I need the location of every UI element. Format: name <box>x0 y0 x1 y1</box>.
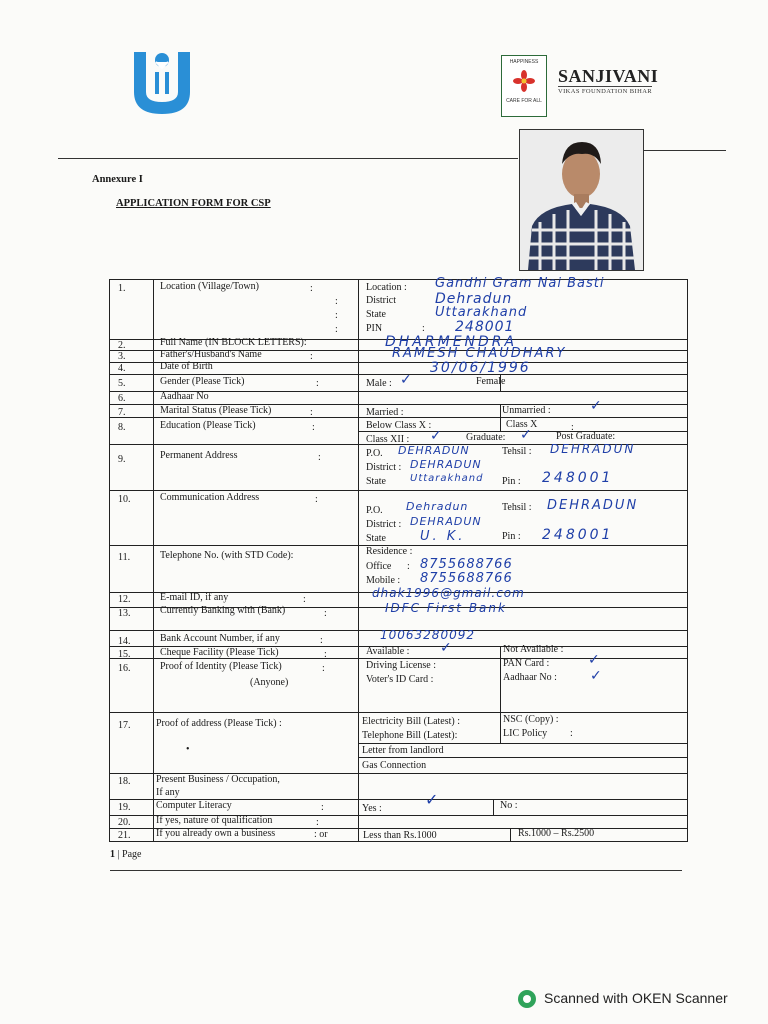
label-email: E-mail ID, if any <box>160 592 229 603</box>
label-own-business: If you already own a business <box>156 828 276 839</box>
label-gender: Gender (Please Tick) <box>160 376 245 387</box>
page-footer <box>110 849 141 860</box>
label-cheque: Cheque Facility (Please Tick) <box>160 647 279 658</box>
hw-full-name: DHARMENDRA <box>385 334 518 350</box>
tick-available-icon: ✓ <box>440 640 452 656</box>
hw-email: dhak1996@gmail.com <box>372 586 525 600</box>
applicant-photo <box>519 129 644 271</box>
label-qualification: If yes, nature of qualification <box>156 815 273 826</box>
hw-account: 10063280092 <box>380 628 475 642</box>
hw-pin-comm: 248001 <box>542 527 614 543</box>
brand-name: SANJIVANI <box>558 66 659 86</box>
hw-location: Gandhi Gram Nai Basti <box>435 276 605 291</box>
label-telephone: Telephone No. (with STD Code): <box>160 550 294 561</box>
label-full-name: Full Name (IN BLOCK LETTERS): <box>160 337 307 348</box>
footer-rule <box>110 870 682 871</box>
hw-dob: 30/06/1996 <box>430 360 531 376</box>
scanner-logo-icon <box>518 990 536 1008</box>
hw-pin: 248001 <box>455 319 515 335</box>
label-dob: Date of Birth <box>160 361 213 372</box>
label-banking: Currently Banking with (Bank) <box>160 605 286 616</box>
tick-yes-icon: ✓ <box>425 790 439 809</box>
hw-tehsil-comm: DEHRADUN <box>547 498 639 513</box>
header-rule-right <box>642 150 726 151</box>
hw-tehsil-perm: DEHRADUN <box>550 442 636 456</box>
badge-bottom-text: CARE FOR ALL <box>506 98 542 104</box>
hw-bank: IDFC First Bank <box>385 601 507 615</box>
hw-state-perm: Uttarakhand <box>410 473 484 484</box>
brand-subtitle: VIKAS FOUNDATION BIHAR <box>558 88 653 95</box>
application-form-table: 1. Location (Village/Town) : : : : 2. Full Name (IN BLOCK LETTERS): 3. Father's/Husband's Name : 4. Date of Birth 5. Gender (Please Tick) : 6. Aadhaar No 7. Marital Status (Please Tick) : 8. Education (Please Tick) : 9. Permanent Address : 10. Communication Address : 11. Telephone No. (with STD Code): 12. E-mail ID, if any : 13. Currently Banking with (Bank) : 14. Bank Account Number, if any : 15. Cheque Facility (Please Tick) : 16. Proof of Identity (Please Tick) : (Anyone) 17. Proof of address (Please Tick) : • 18. Present Business / Occupation, If any 19. Computer Literacy : 20. If yes, nature of qualification : 21. If you already own a business : or Location : District State PIN : Male : Female Married : Unmarried : Below Class X : Class X : Class XII : Graduate: Post Graduate: P.O. Tehsil : District : State Pin : P.O. Tehsil : District : State Pin : Residence : Office : Mobile : Available : Not Available : Driving License : PAN Card : Voter's ID Card : Aadhaar No : Electricity Bill (Latest) : NSC (Copy) : Telephone Bill (Latest): LIC Policy : Letter from landlord Gas Connection Yes : No : Less than Rs.1000 Rs.1000 – Rs.2500 Gandhi Gram Nai Basti Dehradun Uttarakhand 248001 DHARMENDRA RAMESH CHAUDHARY 30/06/1996 ✓ ✓ ✓ ✓ DEHRADUN DEHRADUN DEHRADUN Uttarakhand 248001 Dehradun DEHRADUN DEHRADUN U. K. 248001 8755688766 8755688766 dhak1996@gmail.com IDFC First Bank 10063280092 ✓ ✓ ✓ ✓ <box>109 279 688 842</box>
annexure-label: Annexure I <box>92 174 143 185</box>
hw-office: 8755688766 <box>420 557 513 572</box>
hw-district-comm: DEHRADUN <box>410 515 482 528</box>
label-location: Location (Village/Town) <box>160 281 259 292</box>
row-num: 1. <box>118 283 126 294</box>
column-divider <box>153 280 154 841</box>
label-permanent-address: Permanent Address <box>160 450 238 461</box>
label-aadhaar: Aadhaar No <box>160 391 209 402</box>
brand-badge <box>501 55 547 117</box>
hw-pin-perm: 248001 <box>542 470 614 486</box>
tick-pan-card-icon: ✓ <box>588 652 600 668</box>
left-logo-icon <box>126 46 198 118</box>
page-label: | Page <box>117 849 142 860</box>
page-number: 1 <box>110 849 115 860</box>
label-account: Bank Account Number, if any <box>160 633 280 644</box>
label-communication-address: Communication Address <box>160 492 260 503</box>
tick-graduate-icon: ✓ <box>520 427 532 443</box>
hw-po-perm: DEHRADUN <box>398 444 470 457</box>
tick-aadhaar-icon: ✓ <box>590 668 602 684</box>
label-proof-address: Proof of address (Please Tick) : <box>156 718 282 729</box>
hw-mobile: 8755688766 <box>420 571 513 586</box>
tick-male-icon: ✓ <box>400 372 412 388</box>
person-photo-icon <box>520 130 643 270</box>
label-proof-identity: Proof of Identity (Please Tick) <box>160 661 282 672</box>
label-occupation: Present Business / Occupation, <box>156 774 280 785</box>
label-computer-literacy: Computer Literacy <box>156 800 232 811</box>
label-education: Education (Please Tick) <box>160 420 256 431</box>
tick-class-xii-icon: ✓ <box>430 428 442 444</box>
flower-icon <box>513 70 535 92</box>
scanner-text: Scanned with OKEN Scanner <box>544 990 728 1006</box>
hw-father-name: RAMESH CHAUDHARY <box>392 346 567 361</box>
scanner-watermark <box>518 990 728 1008</box>
hw-district: Dehradun <box>435 291 513 307</box>
hw-district-perm: DEHRADUN <box>410 458 482 471</box>
label-marital-status: Marital Status (Please Tick) <box>160 405 272 416</box>
hw-po-comm: Dehradun <box>406 500 469 513</box>
tick-unmarried-icon: ✓ <box>590 398 602 414</box>
header-rule-left <box>58 158 518 159</box>
badge-top-text: HAPPINESS <box>509 59 539 65</box>
label-father-name: Father's/Husband's Name <box>160 349 262 360</box>
hw-state: Uttarakhand <box>435 305 528 320</box>
form-title: APPLICATION FORM FOR CSP <box>116 198 271 209</box>
hw-state-comm: U. K. <box>420 529 466 544</box>
